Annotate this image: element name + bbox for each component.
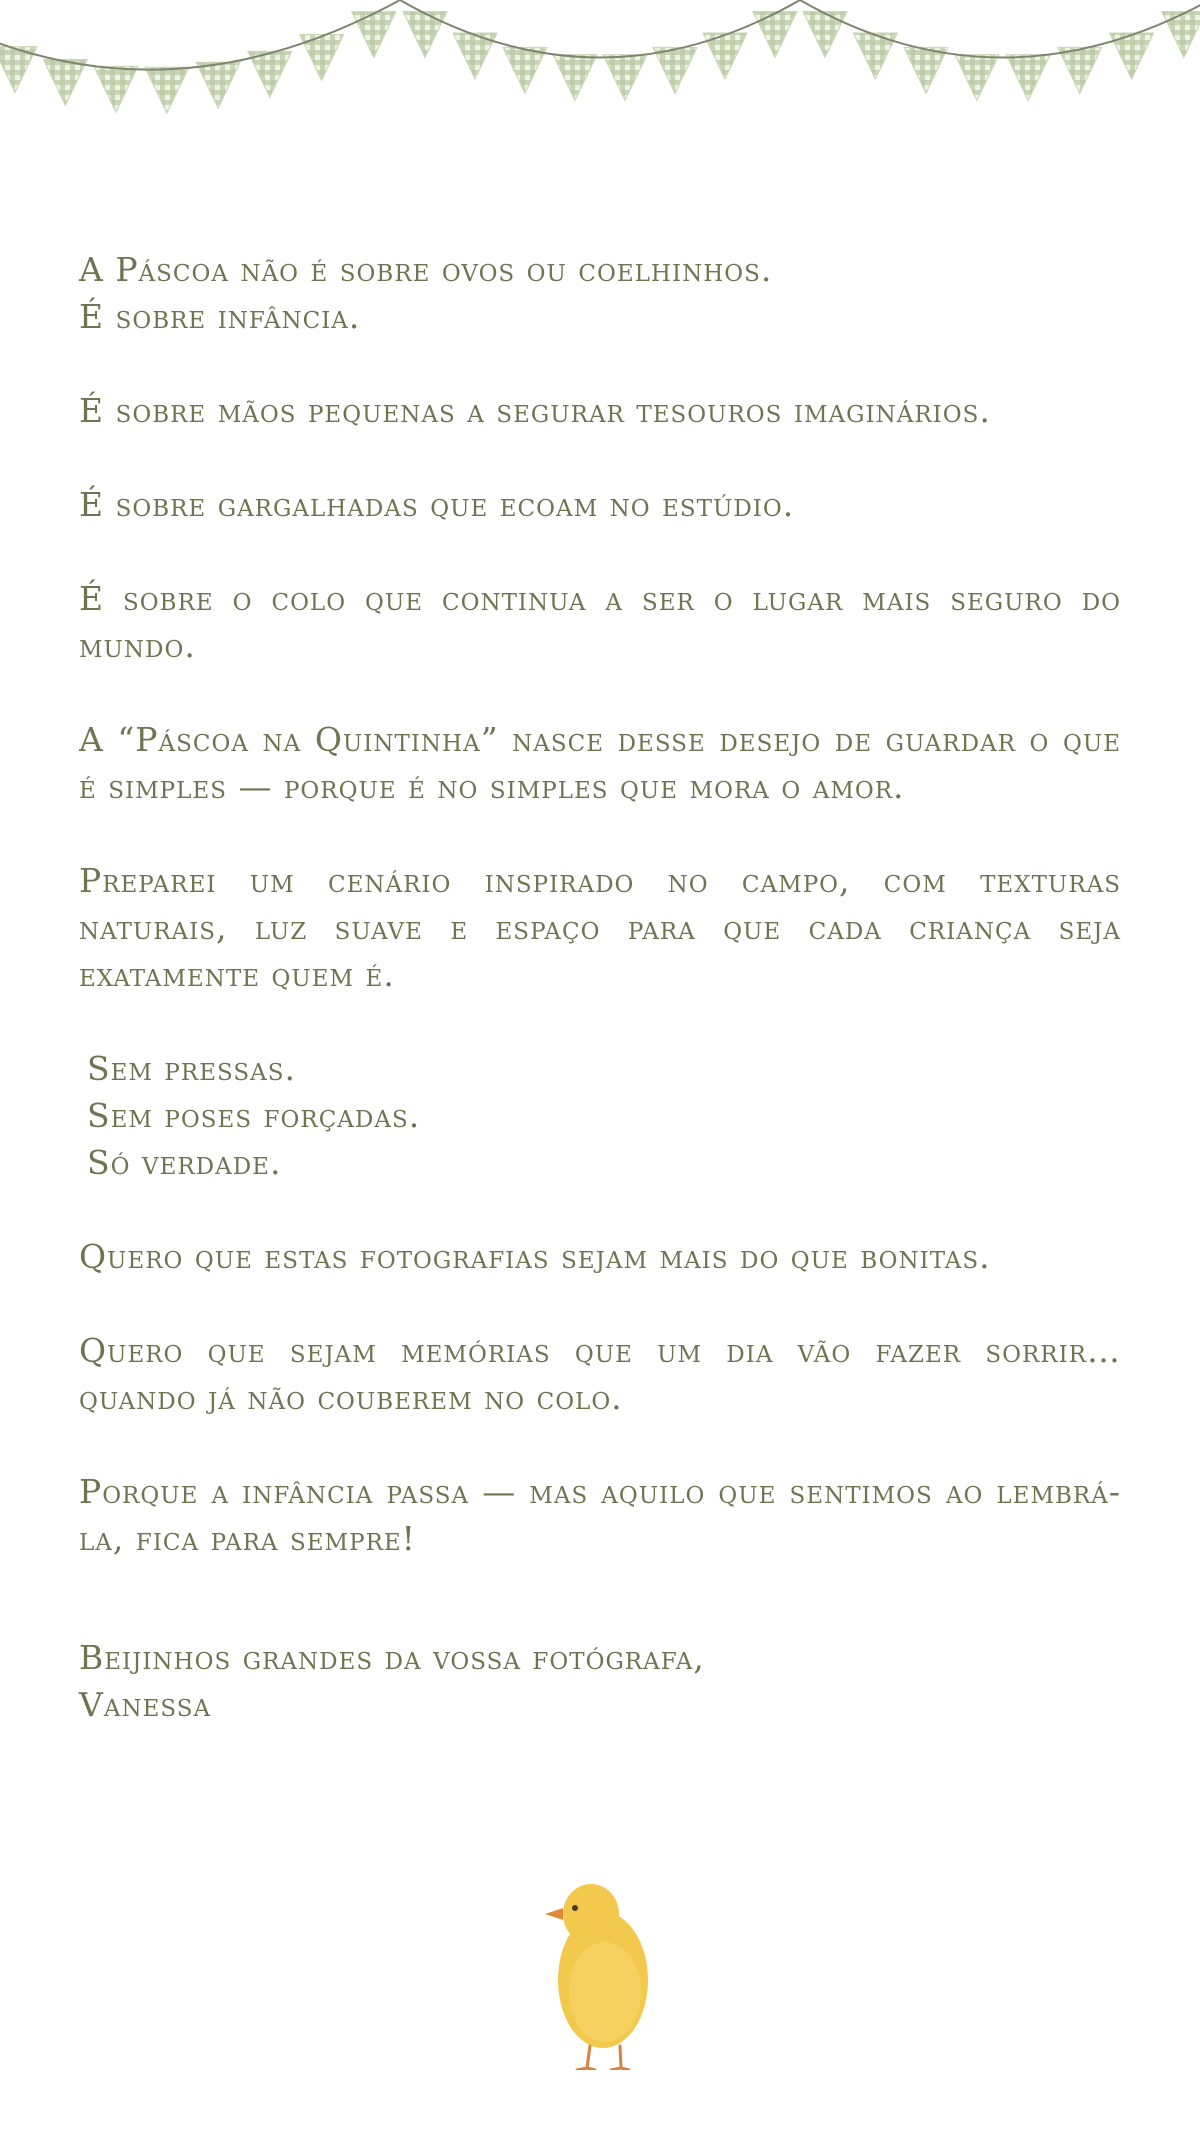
paragraph-6: Preparei um cenário inspirado no campo, com texturas naturais, luz suave e espaço para que cada criança seja exatamente quem é.: [79, 861, 1121, 994]
paragraph-7-line-3: Só verdade.: [87, 1143, 282, 1182]
paragraph-1-line-1: A Páscoa não é sobre ovos ou coelhinhos.: [79, 250, 773, 289]
paragraph-9: Quero que sejam memórias que um dia vão fazer sorrir… quando já não couberem no colo.: [79, 1331, 1121, 1417]
bunting-garland-icon: [0, 0, 1200, 150]
bunting-flag: [653, 47, 697, 93]
signoff-name: Vanessa: [79, 1685, 212, 1724]
bunting-flag: [145, 67, 189, 113]
bunting-flag: [1162, 11, 1200, 57]
paragraph-7-line-1: Sem pressas.: [87, 1049, 296, 1088]
bunting-flag: [1058, 47, 1102, 93]
paragraph-7-line-2: Sem poses forçadas.: [87, 1096, 421, 1135]
paragraph-4: É sobre o colo que continua a ser o lugar mais seguro do mundo.: [79, 579, 1121, 665]
paragraph-10: Porque a infância passa — mas aquilo que sentimos ao lembrá-la, fica para sempre!: [79, 1472, 1121, 1558]
bunting-flag: [1006, 55, 1050, 101]
bunting-flag: [803, 11, 847, 57]
bunting-flag: [553, 55, 597, 101]
bunting-flag: [503, 47, 547, 93]
paragraph-1: [79, 246, 1121, 340]
chick-icon: [535, 1860, 665, 2070]
bunting-flag: [753, 11, 797, 57]
paragraph-7: [79, 1045, 1121, 1186]
bunting-flag: [955, 55, 999, 101]
bunting-flag: [904, 47, 948, 93]
bunting-flag: [603, 55, 647, 101]
bunting-flag: [43, 59, 87, 105]
paragraph-8: Quero que estas fotografias sejam mais do que bonitas.: [79, 1237, 991, 1276]
bunting-flag: [352, 12, 396, 58]
bunting-flag: [196, 62, 240, 108]
bunting-flag: [94, 66, 138, 112]
paragraph-3: É sobre gargalhadas que ecoam no estúdio.: [79, 485, 795, 524]
paragraph-2: É sobre mãos pequenas a segurar tesouros imaginários.: [79, 391, 991, 430]
paragraph-5: A “Páscoa na Quintinha” nasce desse desejo de guardar o que é simples — porque é no simples que mora o amor.: [79, 720, 1121, 806]
signoff-line-1: Beijinhos grandes da vossa fotógrafa,: [79, 1638, 705, 1677]
paragraph-1-line-2: É sobre infância.: [79, 297, 361, 336]
letter-body: [79, 246, 1121, 1728]
signoff: [79, 1634, 1121, 1728]
bunting-flag: [403, 11, 447, 57]
